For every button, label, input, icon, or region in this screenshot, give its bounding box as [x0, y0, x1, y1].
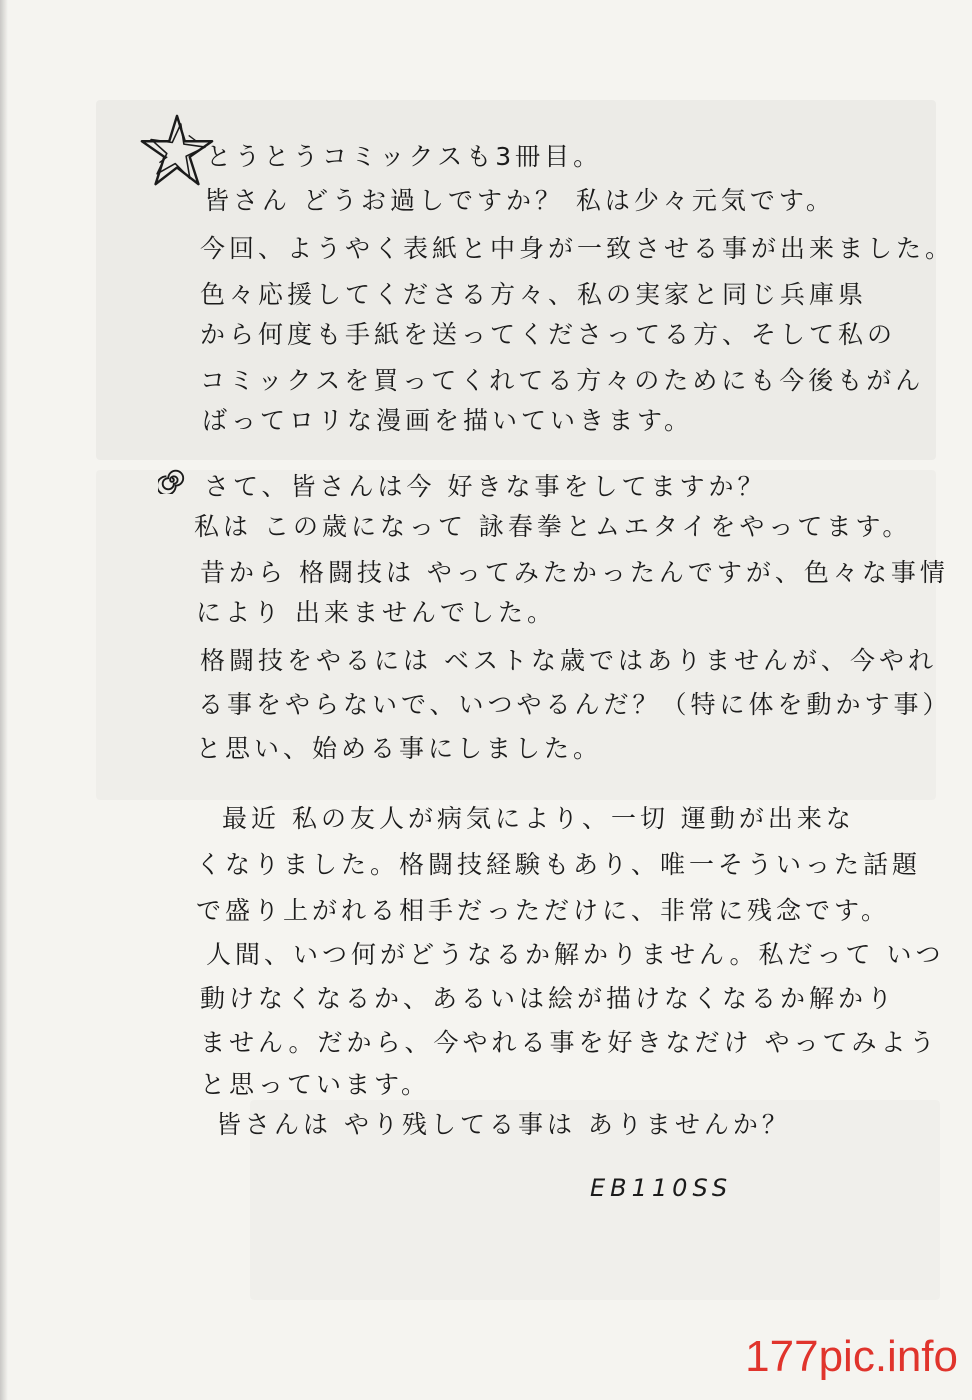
text-line: ばってロリな漫画を描いていきます。 [202, 406, 694, 435]
author-signature: EB110SS [590, 1174, 733, 1202]
text-line: ません。だから、今やれる事を好きなだけ やってみよう [200, 1028, 939, 1057]
text-line: コミックスを買ってくれてる方々のためにも今後もがん [200, 366, 925, 395]
text-line: と思い、始める事にしました。 [196, 734, 603, 763]
text-line: 私は この歳になって 詠春拳とムエタイをやってます。 [194, 512, 912, 541]
star-icon [138, 112, 216, 190]
text-line: 皆さん どうお過しですか？ 私は少々元気です。 [204, 186, 835, 215]
text-line: 最近 私の友人が病気により、一切 運動が出来な [222, 804, 855, 833]
text-line: 人間、いつ何がどうなるか解かりません。私だって いつ [206, 940, 945, 969]
text-line: 動けなくなるか、あるいは絵が描けなくなるか解かり [200, 984, 897, 1013]
spiral-icon [158, 466, 186, 494]
text-line: さて、皆さんは今 好きな事をしてますか？ [204, 472, 767, 501]
text-line: る事をやらないで、いつやるんだ？（特に体を動かす事） [198, 690, 952, 719]
text-line: から何度も手紙を送ってくださってる方、そして私の [200, 320, 897, 349]
text-line: 今回、ようやく表紙と中身が一致させる事が出来ました。 [200, 234, 955, 263]
text-line: くなりました。格闘技経験もあり、唯一そういった話題 [196, 850, 922, 879]
text-line: 格闘技をやるには ベストな歳ではありませんが、今やれ [200, 646, 937, 675]
text-line: 色々応援してくださる方々、私の実家と同じ兵庫県 [200, 280, 868, 309]
text-line: 皆さんは やり残してる事は ありませんか？ [216, 1110, 791, 1139]
site-watermark: 177pic.info [745, 1332, 958, 1381]
text-line: 昔から 格闘技は やってみたかったんですが、色々な事情 [200, 558, 949, 587]
text-line: で盛り上がれる相手だっただけに、非常に残念です。 [196, 896, 891, 925]
text-line: と思っています。 [200, 1070, 431, 1099]
page-edge-shadow [0, 0, 8, 1400]
text-line: とうとうコミックスも3冊目。 [206, 142, 603, 171]
text-line: により 出来ませんでした。 [196, 598, 556, 627]
